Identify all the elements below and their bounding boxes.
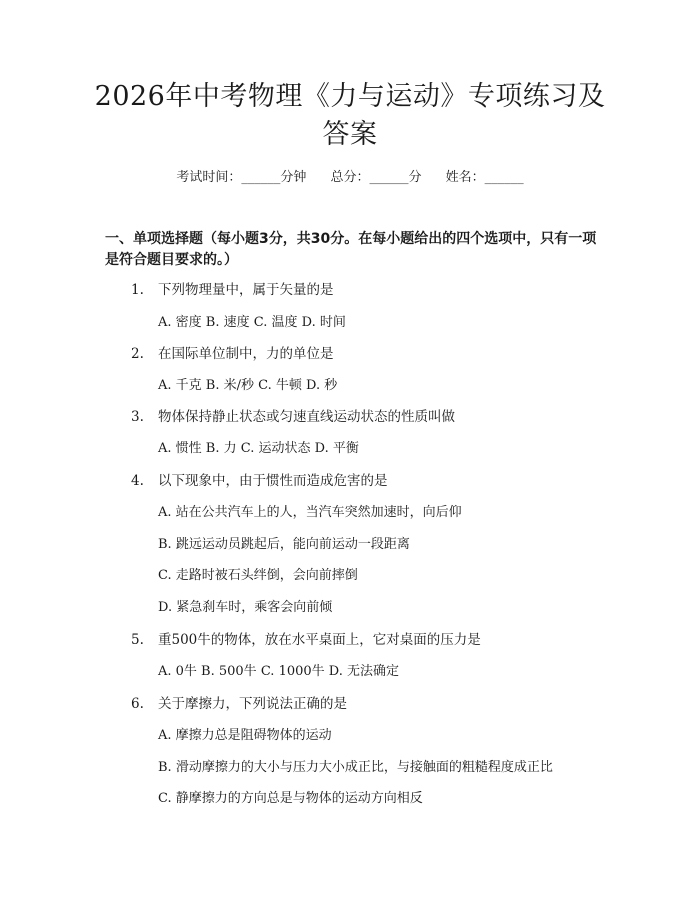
student-name-field: 姓名：______: [445, 170, 524, 185]
question-text: 关于摩擦力，下列说法正确的是: [158, 696, 347, 712]
section-heading: 一、单项选择题（每小题3分，共30分。在每小题给出的四个选项中，只有一项是符合题目要求的。）: [105, 231, 597, 268]
question-4-option-b: B. 跳远运动员跳起后，能向前运动一段距离: [158, 537, 410, 552]
question-1-options: A. 密度 B. 速度 C. 温度 D. 时间: [158, 315, 346, 330]
question-5-options: A. 0牛 B. 500牛 C. 1000牛 D. 无法确定: [158, 664, 400, 679]
question-text: 下列物理量中，属于矢量的是: [158, 282, 334, 298]
question-text: 重500牛的物体，放在水平桌面上，它对桌面的压力是: [158, 632, 481, 648]
question-6-option-c: C. 静摩擦力的方向总是与物体的运动方向相反: [158, 791, 423, 806]
question-6-option-a: A. 摩擦力总是阻碍物体的运动: [158, 728, 332, 743]
total-score-field: 总分：______分: [330, 170, 422, 185]
question-number: 4.: [131, 473, 144, 489]
exam-info-line: [0, 168, 700, 188]
question-4-option-a: A. 站在公共汽车上的人，当汽车突然加速时，向后仰: [158, 505, 462, 520]
question-number: 5.: [131, 632, 144, 648]
exam-time-field: 考试时间：______分钟: [176, 170, 307, 185]
question-3-options: A. 惯性 B. 力 C. 运动状态 D. 平衡: [158, 441, 359, 456]
question-text: 以下现象中，由于惯性而造成危害的是: [158, 473, 388, 489]
question-4-option-c: C. 走路时被石头绊倒，会向前摔倒: [158, 568, 358, 583]
question-number: 3.: [131, 409, 144, 425]
question-text: 物体保持静止状态或匀速直线运动状态的性质叫做: [158, 409, 455, 425]
question-text: 在国际单位制中，力的单位是: [158, 346, 334, 362]
document-title: 2026年中考物理《力与运动》专项练习及答案: [94, 81, 606, 150]
question-6-option-b: B. 滑动摩擦力的大小与压力大小成正比，与接触面的粗糙程度成正比: [158, 760, 553, 775]
question-number: 2.: [131, 346, 144, 362]
question-number: 1.: [131, 282, 144, 298]
question-number: 6.: [131, 696, 144, 712]
question-4-option-d: D. 紧急刹车时，乘客会向前倾: [158, 600, 333, 615]
question-2-options: A. 千克 B. 米/秒 C. 牛顿 D. 秒: [158, 378, 338, 393]
